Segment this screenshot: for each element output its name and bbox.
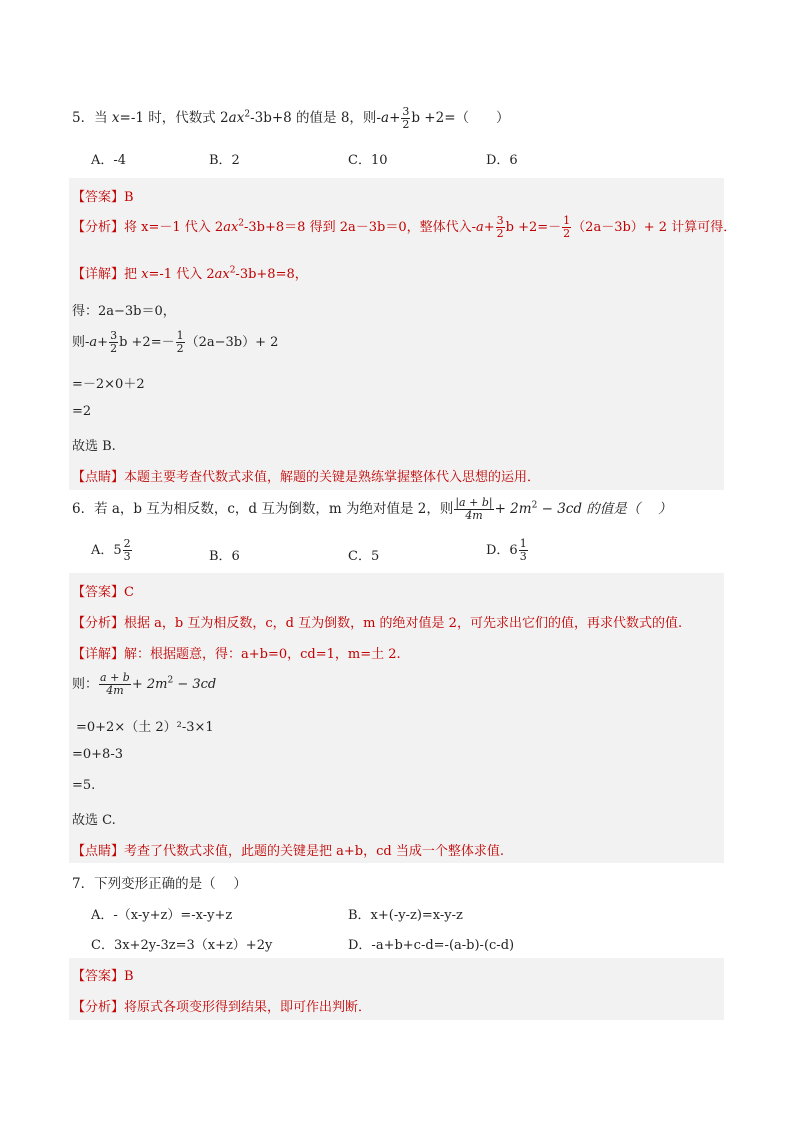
q6-fraction	[454, 497, 493, 522]
fraction-numerator: a + b	[100, 671, 130, 684]
analysis-tag: 【分析】	[72, 220, 125, 235]
q6-line-5: 故选 C.	[72, 813, 116, 828]
option-label: A．5	[91, 543, 122, 558]
analysis-text: （2a－3b）+ 2 计算可得．	[572, 220, 737, 235]
q7-option-a[interactable]: A．-（x-y+z）=-x-y+z	[91, 908, 233, 923]
mixed-fraction	[519, 538, 528, 563]
q5-stem-text: -3b+8 的值是 8，则-	[250, 110, 381, 126]
detail-tag: 【详解】	[72, 647, 125, 662]
q6-line-1: 则： $\frac{a + b}{4m}$ + $2m^2 - 3cd$	[72, 671, 217, 697]
analysis-tag: 【分析】	[72, 1000, 125, 1015]
fraction-numerator: 3	[110, 329, 118, 342]
analysis-text: 将 x=－1 代入 2	[124, 220, 224, 235]
line-text: （2a−3b）+ 2	[185, 335, 279, 350]
q5-answer	[72, 186, 134, 205]
q5-option-c[interactable]: C．10	[348, 153, 388, 168]
fraction-numerator: 1	[176, 329, 184, 342]
detail-text: 解：根据题意，得：a+b=0，cd=1，m=土 2.	[124, 647, 401, 662]
fraction-numerator: 1	[563, 214, 571, 227]
fraction	[176, 330, 185, 355]
line-text: 则-	[72, 335, 90, 350]
q5-line-4: =2	[72, 404, 92, 419]
fraction-numerator: 1	[519, 537, 527, 550]
q5-detail: 【详解】把 x=-1 代入 $2ax^2-3b+8=8$，	[72, 265, 308, 282]
comment-tag: 【点睛】	[72, 844, 125, 859]
q6-comment	[72, 840, 504, 859]
fraction-denominator: 2	[402, 118, 410, 131]
answer-tag: 【答案】	[72, 969, 125, 984]
q7-option-d[interactable]: D．-a+b+c-d=-(a-b)-(c-d)	[348, 938, 515, 953]
q6-answer	[72, 581, 134, 600]
q6-line-2: =0+2×（土 2）²-3×1	[76, 720, 214, 735]
answer-tag: 【答案】	[72, 585, 125, 600]
answer-value: B	[124, 969, 134, 984]
fraction	[496, 215, 505, 240]
line-text: 则：	[72, 677, 99, 692]
answer-tag: 【答案】	[72, 190, 125, 205]
detail-text: 把	[124, 267, 142, 282]
q7-analysis	[72, 996, 371, 1015]
fraction-denominator: 3	[123, 550, 131, 563]
comment-text: 考查了代数式求值，此题的关键是把 a+b，cd 当成一个整体求值.	[124, 844, 504, 859]
q5-var-a: a	[381, 110, 390, 126]
q6-detail	[72, 643, 401, 662]
fraction	[562, 215, 571, 240]
line-text: +	[97, 335, 109, 350]
line-text: − 3cd	[173, 677, 217, 692]
q5-var-x: x	[111, 110, 120, 126]
line-text: b +2=－	[119, 335, 175, 350]
q5-stem-text: +	[389, 110, 401, 126]
detail-text: =-1 代入 2	[148, 267, 215, 282]
q5-line-3: =－2×0＋2	[72, 377, 145, 392]
q5-stem-text: 5．当	[72, 110, 112, 126]
q6-option-d[interactable]	[486, 538, 529, 563]
q7-option-c[interactable]: C．3x+2y-3z=3（x+z）+2y	[91, 938, 273, 953]
q5-fraction	[401, 106, 410, 131]
comment-tag: 【点睛】	[72, 470, 125, 485]
fraction	[109, 330, 118, 355]
q5-stem: 5．当 x=-1 时，代数式 $2ax^2-3b+8$ 的值是 8，则-a+ $\frac{3}{2}$ b +2=（ ）	[72, 105, 510, 131]
fraction-numerator: 2	[123, 537, 131, 550]
q5-comment	[72, 466, 540, 485]
q6-stem-text: − 3cd 的值是（ ）	[537, 501, 672, 517]
mixed-fraction	[123, 538, 132, 563]
option-label: D．6	[486, 543, 518, 558]
q5-line-5: 故选 B.	[72, 439, 116, 454]
fraction-denominator: 2	[110, 342, 118, 355]
q5-line-1: 得：2a−3b＝0，	[72, 304, 176, 319]
comment-text: 本题主要考查代数式求值，解题的关键是熟练掌握整体代入思想的运用．	[124, 470, 541, 485]
q6-line-4: =5.	[72, 778, 96, 793]
fraction-denominator: 2	[563, 227, 571, 240]
analysis-text: 将原式各项变形得到结果，即可作出判断．	[124, 1000, 372, 1015]
q6-stem-text: 6．若 a，b 互为相反数，c，d 互为倒数，m 为绝对值是 2，则	[72, 501, 454, 517]
analysis-tag: 【分析】	[72, 616, 125, 631]
q6-analysis	[72, 612, 682, 631]
fraction	[99, 672, 131, 697]
q7-stem: 7．下列变形正确的是（ ）	[72, 876, 247, 892]
fraction-denominator: 4m	[106, 684, 124, 697]
fraction-numerator: |a + b|	[455, 496, 493, 509]
q5-option-d[interactable]: D．6	[486, 153, 518, 168]
q7-answer	[72, 965, 134, 984]
fraction-denominator: 2	[496, 227, 504, 240]
fraction-denominator: 4m	[465, 509, 483, 522]
q5-var-ax: ax	[228, 110, 245, 126]
analysis-text: +	[483, 220, 495, 235]
fraction-numerator: 3	[402, 105, 410, 118]
fraction-denominator: 2	[176, 342, 184, 355]
q5-stem-text: =-1 时，代数式 2	[119, 110, 229, 126]
detail-text: -3b+8=8，	[235, 267, 308, 282]
q6-line-3: =0+8-3	[72, 747, 123, 762]
q5-option-a[interactable]: A．-4	[91, 153, 127, 168]
q6-option-a[interactable]	[91, 538, 133, 563]
answer-value: C	[124, 585, 134, 600]
q5-line-2: 则-a+ $\frac{3}{2}$ b +2=－ $\frac{1}{2}$ （2a−3b）+ 2	[72, 329, 279, 355]
q5-analysis: 【分析】将 x=－1 代入 $2ax^2-3b+8=8$ 得到 2a－3b＝0，整体代入-a+ $\frac{3}{2}$ b +2=－ $\frac{1}{2}$ （2a－3b）+ 2 计算可得．	[72, 214, 737, 240]
analysis-text: b +2=－	[505, 220, 562, 235]
q6-option-b[interactable]: B．6	[209, 549, 240, 564]
detail-tag: 【详解】	[72, 267, 125, 282]
fraction-numerator: 3	[496, 214, 504, 227]
q5-option-b[interactable]: B．2	[209, 153, 240, 168]
analysis-text: 根据 a，b 互为相反数，c，d 互为倒数，m 的绝对值是 2，可先求出它们的值，再求代数式的值.	[124, 616, 683, 631]
q6-stem-text: + 2m	[494, 501, 532, 517]
analysis-text: -3b+8＝8 得到 2a－3b＝0，整体代入-	[244, 220, 476, 235]
line-text: + 2m	[131, 677, 168, 692]
q7-option-b[interactable]: B．x+(-y-z)=x-y-z	[348, 908, 463, 923]
q6-stem: 6．若 a，b 互为相反数，c，d 互为倒数，m 为绝对值是 2，则 $\frac{|a + b|}{4m}$ + $2m^2 - 3cd$ 的值是（ ）	[72, 496, 672, 522]
fraction-denominator: 3	[519, 550, 527, 563]
q6-option-c[interactable]: C．5	[348, 549, 380, 564]
answer-value: B	[124, 190, 134, 205]
q5-stem-text: b +2=（ ）	[411, 110, 510, 126]
